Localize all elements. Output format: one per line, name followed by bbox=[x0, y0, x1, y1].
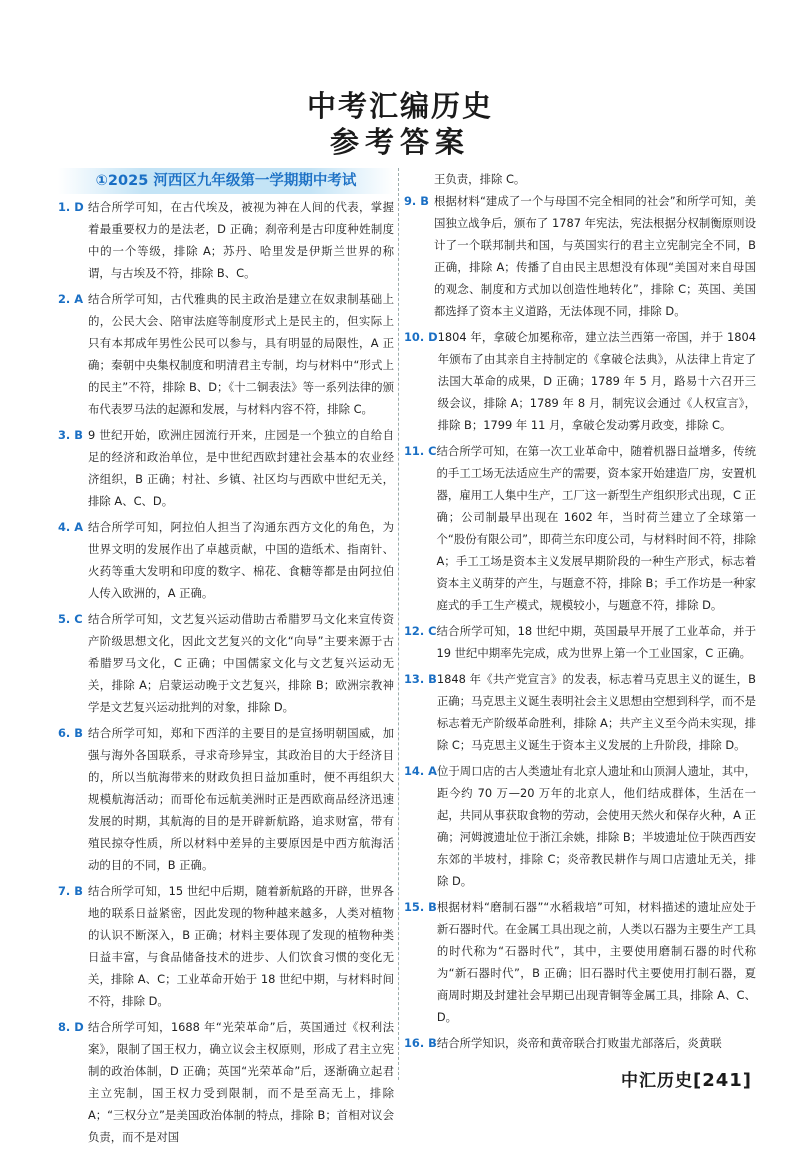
answer-explanation: 结合所学可知，文艺复兴运动借助古希腊罗马文化来宣传资产阶级思想文化，因此文艺复兴的文化“向导”主要来源于古希腊罗马文化，C 正确；中国儒家文化与文艺复兴运动无关，排除 A；启蒙运动晚于文艺复兴，排除 B；欧洲宗教神学是文艺复兴运动批判的对象，排除 D。 bbox=[88, 612, 394, 714]
answer-item bbox=[58, 1016, 394, 1148]
answer-explanation: 结合所学可知，15 世纪中后期，随着新航路的开辟，世界各地的联系日益紧密，因此发现的物种越来越多，人类对植物的认识不断深入，B 正确；材料主要体现了发现的植物种类日益丰富，与食品储备技术的进步、人们饮食习惯的变化无关，排除 A、C；工业革命开始于 18 世纪中期，与材料时间不符，排除 D。 bbox=[88, 884, 394, 1008]
answer-item bbox=[404, 326, 756, 436]
section-title: ①2025 河西区九年级第一学期期中考试 bbox=[58, 168, 394, 194]
answer-number: 2. A bbox=[58, 292, 84, 306]
answer-number: 16. B bbox=[404, 1036, 437, 1050]
answer-explanation: 位于周口店的古人类遗址有北京人遗址和山顶洞人遗址，其中，距今约 70 万—20 万年的北京人，他们结成群体，生活在一起，共同从事获取食物的劳动，会使用天然火和保存火种，A 正确；河姆渡遗址位于浙江余姚，排除 B；半坡遗址位于陕西西安东郊的半坡村，排除 C；炎帝教民耕作与周口店遗址无关，排除 D。 bbox=[436, 764, 756, 888]
continued-text: 王负责，排除 C。 bbox=[434, 172, 526, 186]
answer-number: 9. B bbox=[404, 194, 429, 208]
answer-item bbox=[58, 608, 394, 718]
answer-explanation: 结合所学可知，18 世纪中期，英国最早开展了工业革命，并于 19 世纪中期率先完成，成为世界上第一个工业国家，C 正确。 bbox=[436, 624, 756, 660]
page-number: [241] bbox=[692, 1070, 752, 1091]
answer-item bbox=[404, 668, 756, 756]
answer-number: 14. A bbox=[404, 764, 437, 778]
answer-explanation: 结合所学可知，古代雅典的民主政治是建立在奴隶制基础上的，公民大会、陪审法庭等制度形式上是民主的，但实际上只有本邦成年男性公民可以参与，具有明显的局限性，A 正确；秦朝中央集权制度和明清君主专制，均与材料中“形式上的民主”不符，排除 B、D；《十二铜表法》等一系列法律的颁布代表罗马法的起源和发展，与材料内容不符，排除 C。 bbox=[88, 292, 394, 416]
answer-explanation: 结合所学可知，郑和下西洋的主要目的是宣扬明朝国威，加强与海外各国联系，寻求奇珍异宝，其政治目的大于经济目的，所以当航海带来的财政负担日益加重时，便不再组织大规模航海活动；而哥伦布远航美洲时正是西欧商品经济迅速发展的时期，其航海的目的是开辟新航路，追求财富，带有殖民掠夺性质，所以材料中差异的主要原因是中西方航海活动的目的不同，B 正确。 bbox=[88, 726, 394, 872]
answer-explanation: 根据材料“建成了一个与母国不完全相同的社会”和所学可知，美国独立战争后，颁布了 1787 年宪法，宪法根据分权制衡原则设计了一个联邦制共和国，与英国实行的君主立宪制完全不同，B 正确，排除 A；传播了自由民主思想没有体现“美国对来自母国的观念、制度和方式加以创造性地转化”，排除 C；英国、美国都选择了资本主义道路，无法体现不同，排除 D。 bbox=[434, 194, 756, 318]
page-footer bbox=[621, 1066, 752, 1091]
answer-number: 13. B bbox=[404, 672, 437, 686]
answer-item bbox=[404, 760, 756, 892]
answer-item bbox=[58, 516, 394, 604]
answer-item bbox=[404, 896, 756, 1028]
left-column bbox=[58, 168, 394, 1152]
answer-number: 3. B bbox=[58, 428, 83, 442]
answer-number: 11. C bbox=[404, 444, 437, 458]
answer-explanation: 1804 年，拿破仑加冕称帝，建立法兰西第一帝国，并于 1804 年颁布了由其亲自主持制定的《拿破仑法典》，从法律上肯定了法国大革命的成果，D 正确；1789 年 5 月，路易十六召开三级会议，排除 A；1789 年 8 月，制宪议会通过《人权宣言》，排除 B；1799 年 11 月，拿破仑发动雾月政变，排除 C。 bbox=[437, 330, 756, 432]
answer-item bbox=[404, 1032, 756, 1054]
answer-explanation: 结合所学可知，在第一次工业革命中，随着机器日益增多，传统的手工工场无法适应生产的需要，资本家开始建造厂房，安置机器，雇用工人集中生产，工厂这一新型生产组织形式出现，C 正确；公司制最早出现在 1602 年，当时荷兰建立了全球第一个“股份有限公司”，即荷兰东印度公司，与材料时间不符，排除 A；手工工场是资本主义发展早期阶段的一种生产形式，标志着资本主义萌芽的产生，与题意不符，排除 B；手工作坊是一种家庭式的手工生产模式，规模较小，与题意不符，排除 D。 bbox=[436, 444, 756, 612]
answer-list-right bbox=[404, 190, 756, 1054]
answer-number: 4. A bbox=[58, 520, 84, 534]
answer-number: 15. B bbox=[404, 900, 437, 914]
answer-explanation: 结合所学知识，炎帝和黄帝联合打败蚩尤部落后，炎黄联 bbox=[436, 1036, 722, 1050]
answer-item bbox=[404, 620, 756, 664]
answer-item bbox=[404, 440, 756, 616]
answer-item bbox=[58, 424, 394, 512]
answer-number: 5. C bbox=[58, 612, 83, 626]
column-divider bbox=[398, 168, 399, 1080]
answer-list-left bbox=[58, 196, 394, 1148]
answer-number: 10. D bbox=[404, 330, 438, 344]
answer-explanation: 根据材料“磨制石器”“水稻栽培”可知，材料描述的遗址应处于新石器时代。在金属工具出现之前，人类以石器为主要生产工具的时代称为“石器时代”，其中，主要使用磨制石器的时代称为“新石器时代”，B 正确；旧石器时代主要使用打制石器，夏商周时期及封建社会早期已出现青铜等金属工具，排除 A、C、D。 bbox=[436, 900, 756, 1024]
answer-number: 12. C bbox=[404, 624, 437, 638]
page-subtitle: 参考答案 bbox=[329, 125, 470, 159]
right-column bbox=[404, 168, 756, 1058]
answer-explanation: 结合所学可知，在古代埃及，被视为神在人间的代表，掌握着最重要权力的是法老，D 正确；刹帝利是古印度种姓制度中的一个等级，排除 A；苏丹、哈里发是伊斯兰世界的称谓，与古埃及不符，排除 B、C。 bbox=[88, 200, 394, 280]
answer-number: 6. B bbox=[58, 726, 83, 740]
answer-number: 7. B bbox=[58, 884, 83, 898]
answer-item bbox=[58, 196, 394, 284]
footer-label: 中汇历史 bbox=[620, 1071, 693, 1091]
page-title: 中考汇编历史 bbox=[306, 89, 493, 123]
answer-item bbox=[58, 722, 394, 876]
answer-number: 1. D bbox=[58, 200, 84, 214]
answer-number: 8. D bbox=[58, 1020, 84, 1034]
answer-item bbox=[58, 880, 394, 1012]
answer-item bbox=[58, 288, 394, 420]
answer-explanation: 结合所学可知，阿拉伯人担当了沟通东西方文化的角色，为世界文明的发展作出了卓越贡献，中国的造纸术、指南针、火药等重大发明和印度的数字、棉花、食糖等都是由阿拉伯人传入欧洲的，A 正确。 bbox=[88, 520, 394, 600]
answer-item bbox=[404, 190, 756, 322]
answer-explanation: 结合所学可知，1688 年“光荣革命”后，英国通过《权利法案》，限制了国王权力，确立议会主权原则，形成了君主立宪制的政治体制，D 正确；英国“光荣革命”后，逐渐确立起君主立宪制，国王权力受到限制，而不是至高无上，排除 A；“三权分立”是美国政治体制的特点，排除 B；首相对议会负责，而不是对国 bbox=[88, 1020, 394, 1144]
answer-explanation: 9 世纪开始，欧洲庄园流行开来，庄园是一个独立的自给自足的经济和政治单位，是中世纪西欧封建社会基本的农业经济组织，B 正确；村社、乡镇、社区均与西欧中世纪无关，排除 A、C、D。 bbox=[88, 428, 394, 508]
answer-explanation: 1848 年《共产党宣言》的发表，标志着马克思主义的诞生，B 正确；马克思主义诞生表明社会主义思想由空想到科学，而不是标志着无产阶级革命胜利，排除 A；共产主义至今尚未实现，排除 C；马克思主义诞生于资本主义发展的上升阶段，排除 D。 bbox=[436, 672, 756, 752]
